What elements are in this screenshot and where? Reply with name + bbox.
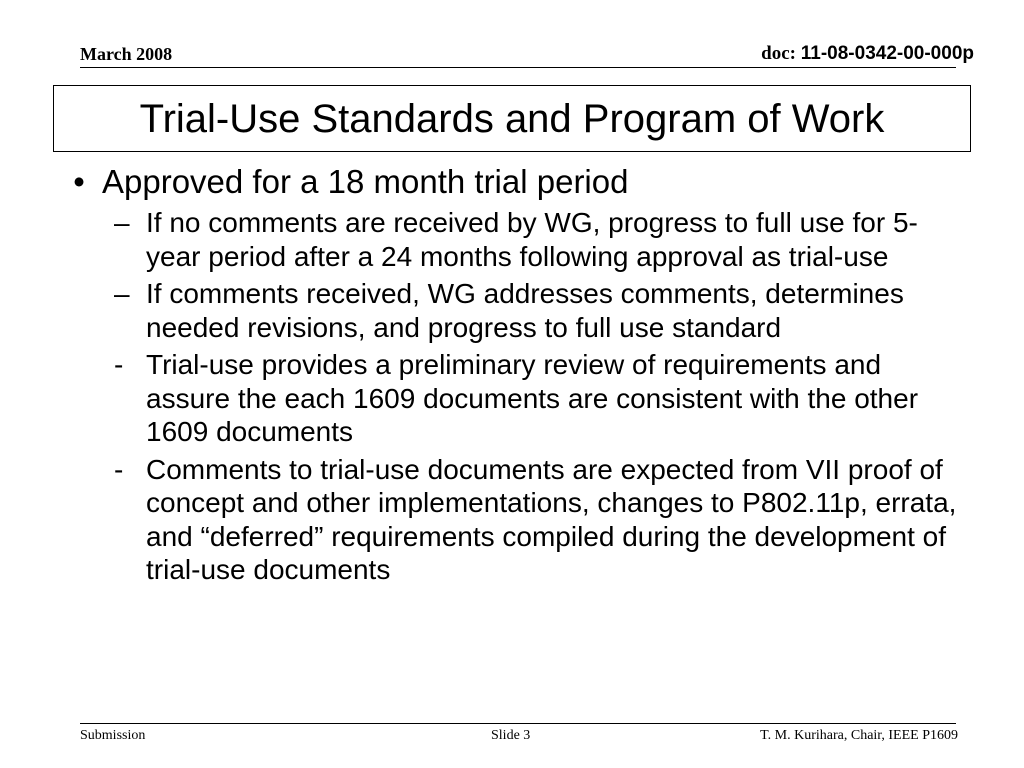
sub-bullet-item	[114, 277, 971, 344]
slide-title-box	[53, 85, 971, 152]
sub-bullet-marker: –	[114, 207, 130, 238]
sub-bullet-text: Comments to trial-use documents are expected from VII proof of concept and other implementations, changes to P802.11p, errata, and “deferred” requirements compiled during the development of trial-use documents	[146, 453, 957, 585]
doc-number: 11-08-0342-00-000p	[800, 43, 974, 64]
bullet-item	[56, 162, 971, 202]
footer-divider	[80, 723, 956, 724]
doc-prefix: doc:	[761, 43, 801, 64]
header-divider	[80, 67, 956, 68]
header-date: March 2008	[80, 44, 173, 64]
sub-bullet-marker: -	[114, 453, 124, 485]
sub-bullet-item	[114, 206, 971, 273]
footer-author: T. M. Kurihara, Chair, IEEE P1609	[760, 728, 958, 743]
sub-bullet-item	[114, 453, 971, 587]
slide-body	[56, 162, 971, 587]
sub-bullet-marker: -	[114, 349, 124, 380]
bullet-text: Approved for a 18 month trial period	[102, 163, 629, 200]
footer-submission: Submission	[80, 728, 146, 743]
sub-bullet-marker: –	[114, 278, 130, 309]
sub-bullet-text: Trial-use provides a preliminary review of requirements and assure the each 1609 documents are consistent with the other 1609 documents	[146, 349, 919, 447]
bullet-marker: •	[73, 163, 85, 200]
slide-title: Trial-Use Standards and Program of Work	[139, 96, 885, 141]
header-doc-id	[761, 43, 974, 64]
sub-bullet-text: If no comments are received by WG, progress to full use for 5-year period after a 24 months following approval as trial-use	[146, 207, 918, 272]
footer-slide-number: Slide 3	[491, 728, 531, 743]
sub-bullet-text: If comments received, WG addresses comments, determines needed revisions, and progress to full use standard	[146, 278, 904, 343]
sub-bullet-item	[114, 348, 971, 449]
